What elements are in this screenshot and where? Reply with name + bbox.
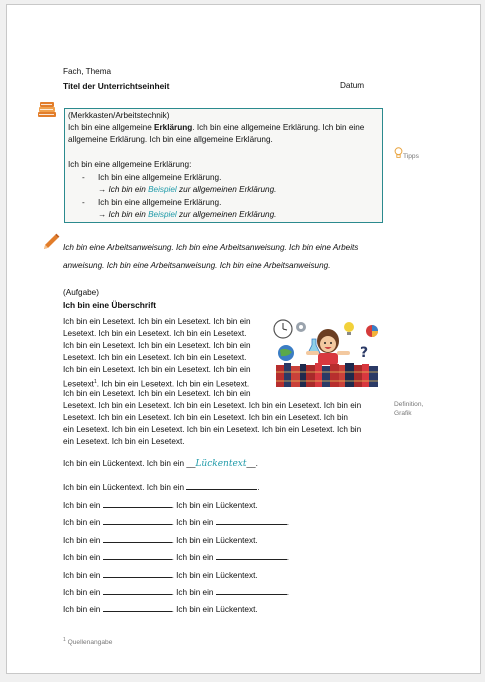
reading-line-5: Ich bin ein Lesetext. Ich bin ein Lesetext. Ich bin ein [63, 365, 251, 374]
cloze-row-6-middle: . Ich bin ein [171, 553, 214, 562]
cloze-row-1 [63, 458, 258, 470]
definition-label: Definition, [394, 401, 424, 408]
reading-line-9: Lesetext. Ich bin ein Lesetext. Ich bin ein Lesetext. Ich bin ein Lesetext. Ich bin [63, 413, 348, 422]
bullet-1: - [82, 173, 85, 182]
reading-line-4: Lesetext. Ich bin ein Lesetext. Ich bin ein Lesetext. [63, 353, 247, 362]
info-box [64, 108, 383, 223]
grafik-label: Grafik [394, 410, 412, 417]
example-2-keyword: Beispiel [148, 210, 177, 219]
cloze-row-2-end: . [257, 483, 260, 492]
cloze-row-1-start: Ich bin ein Lückentext. Ich bin ein __ [63, 459, 196, 468]
cloze-row-3 [63, 499, 258, 512]
svg-text:?: ? [360, 345, 369, 361]
cloze-row-5-start: Ich bin ein [63, 536, 101, 545]
example-2 [98, 209, 276, 221]
page-title: Titel der Unterrichtseinheit [63, 81, 170, 91]
box-item-1: Ich bin eine allgemeine Erklärung. [98, 173, 222, 182]
cloze-row-1-end: __. [246, 459, 258, 468]
box-line-2: allgemeine Erklärung. Ich bin eine allgemeine Erklärung. [68, 135, 273, 144]
instruction-line-1: Ich bin eine Arbeitsanweisung. Ich bin eine Arbeitsanweisung. Ich bin eine Arbeits [63, 243, 359, 252]
cloze-gap[interactable] [103, 586, 172, 595]
cloze-row-9-end: . Ich bin ein Lückentext. [171, 605, 258, 614]
cloze-row-9-start: Ich bin ein [63, 605, 101, 614]
arrow-icon: → [98, 210, 107, 219]
child-with-books-illustration [272, 317, 378, 387]
example-2-start: Ich bin ein [108, 210, 149, 219]
lightbulb-icon [394, 147, 403, 159]
reading-line-2: Lesetext. Ich bin ein Lesetext. Ich bin ein Lesetext. [63, 329, 247, 338]
box-line-1-bold: Erklärung [154, 123, 193, 132]
cloze-row-4 [63, 516, 289, 529]
cloze-gap[interactable] [186, 481, 260, 492]
books-icon [37, 101, 57, 118]
cloze-row-6 [63, 551, 289, 564]
reading-line-6-end: . Ich bin ein Lesetext. Ich bin ein Lesetext. [96, 379, 250, 389]
cloze-gap[interactable] [216, 516, 290, 527]
reading-line-11: ein Lesetext. Ich bin ein Lesetext. [63, 437, 185, 446]
instruction-text [63, 239, 358, 275]
footnote-mark: 1 [63, 637, 66, 643]
cloze-row-4-middle: . Ich bin ein [171, 518, 214, 527]
cloze-row-4-end: . [286, 518, 290, 527]
cloze-gap[interactable] [216, 586, 290, 597]
cloze-gap[interactable] [103, 499, 172, 508]
reading-line-3: Ich bin ein Lesetext. Ich bin ein Lesetext. Ich bin ein [63, 341, 251, 350]
cloze-row-7-end: . Ich bin ein Lückentext. [171, 571, 258, 580]
cloze-gap[interactable] [103, 551, 172, 560]
cloze-gap[interactable] [103, 603, 172, 612]
cloze-row-6-end: . [286, 553, 290, 562]
cloze-row-8-middle: . Ich bin ein [171, 588, 214, 597]
cloze-row-8 [63, 586, 289, 599]
cloze-row-2 [63, 481, 260, 494]
footnote-reference[interactable]: 1 [93, 379, 97, 385]
example-1-keyword: Beispiel [148, 185, 177, 194]
box-item-2: Ich bin eine allgemeine Erklärung. [98, 198, 222, 207]
reading-line-10: ein Lesetext. Ich bin ein Lesetext. Ich bin ein Lesetext. Ich bin ein Lesetext. Ich bin [63, 425, 362, 434]
cloze-row-7-start: Ich bin ein [63, 571, 101, 580]
pencil-icon [41, 232, 61, 252]
box-heading: (Merkkasten/Arbeitstechnik) [68, 111, 170, 120]
cloze-row-7 [63, 569, 258, 582]
cloze-row-9 [63, 603, 258, 616]
task-heading: Ich bin eine Überschrift [63, 300, 157, 310]
arrow-icon: → [98, 185, 107, 194]
cloze-row-8-start: Ich bin ein [63, 588, 101, 597]
cloze-gap[interactable] [103, 569, 172, 578]
cloze-gap[interactable] [103, 516, 172, 525]
cloze-row-5-end: . Ich bin ein Lückentext. [171, 536, 258, 545]
cloze-row-5 [63, 534, 258, 547]
example-1-end: zur allgemeinen Erklärung. [176, 185, 277, 194]
box-line-1-end: . Ich bin eine allgemeine Erklärung. Ich bin eine [192, 123, 365, 132]
task-label: (Aufgabe) [63, 288, 99, 297]
date-label: Datum [340, 81, 365, 90]
box-line-3: Ich bin eine allgemeine Erklärung: [68, 160, 192, 169]
cloze-answer[interactable]: Lückentext [195, 459, 247, 469]
footnote [63, 636, 112, 647]
cloze-row-6-start: Ich bin ein [63, 553, 101, 562]
cloze-row-8-end: . [286, 588, 290, 597]
example-2-end: zur allgemeinen Erklärung. [176, 210, 277, 219]
reading-line-8: Lesetext. Ich bin ein Lesetext. Ich bin ein Lesetext. Ich bin ein Lesetext. Ich bin ein [63, 401, 362, 410]
cloze-row-4-start: Ich bin ein [63, 518, 101, 527]
footnote-text: Quellenangabe [67, 639, 113, 647]
document-page [6, 4, 481, 674]
reading-line-1: Ich bin ein Lesetext. Ich bin ein Lesetext. Ich bin ein [63, 317, 251, 326]
cloze-gap[interactable] [216, 551, 290, 562]
cloze-row-3-start: Ich bin ein [63, 501, 101, 510]
box-line-1 [68, 122, 364, 134]
bullet-2: - [82, 198, 85, 207]
subject-label: Fach, Thema [63, 67, 112, 76]
cloze-row-2-start: Ich bin ein Lückentext. Ich bin ein [63, 483, 185, 492]
cloze-gap[interactable] [103, 534, 172, 543]
reading-line-7: Ich bin ein Lesetext. Ich bin ein Lesetext. Ich bin ein [63, 389, 251, 398]
box-line-1-start: Ich bin eine allgemeine [68, 123, 155, 132]
cloze-row-3-end: . Ich bin ein Lückentext. [171, 501, 258, 510]
example-1 [98, 184, 276, 196]
instruction-line-2: anweisung. Ich bin eine Arbeitsanweisung. Ich bin eine Arbeitsanweisung. [63, 261, 331, 270]
example-1-start: Ich bin ein [108, 185, 149, 194]
reading-line-6-start: Lesetext [63, 379, 94, 389]
tips-label: Tipps [403, 153, 419, 160]
